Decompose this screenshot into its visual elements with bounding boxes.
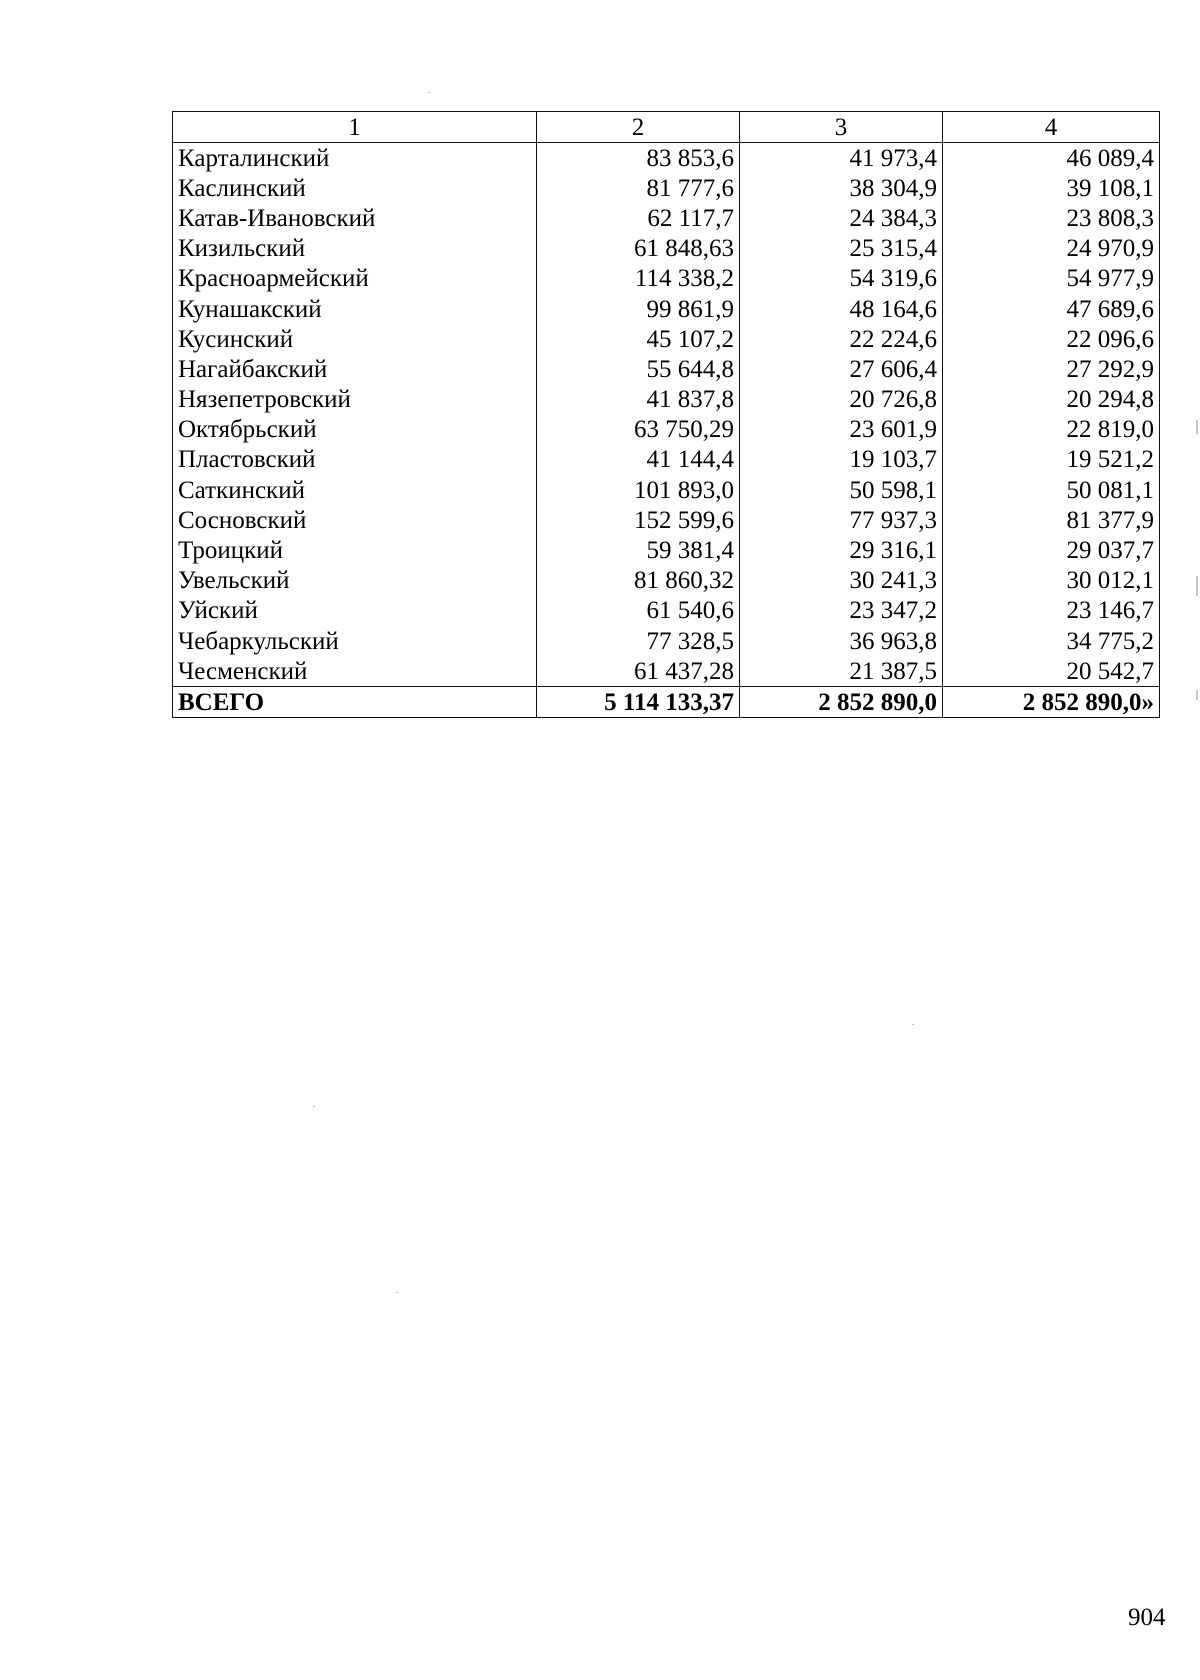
value-cell: 29 037,7 — [943, 535, 1160, 565]
column-header: 3 — [740, 112, 943, 143]
district-name-cell: Каслинский — [173, 173, 537, 203]
scan-speck — [428, 92, 430, 93]
district-name-cell: Карталинский — [173, 143, 537, 174]
value-cell: 23 808,3 — [943, 203, 1160, 233]
value-cell: 30 012,1 — [943, 566, 1160, 596]
scan-edge-mark — [1196, 690, 1198, 700]
column-number-row — [173, 112, 1160, 143]
value-cell: 77 328,5 — [537, 626, 740, 656]
value-cell: 24 970,9 — [943, 234, 1160, 264]
value-cell: 25 315,4 — [740, 234, 943, 264]
scan-speck — [396, 1292, 398, 1293]
value-cell: 22 819,0 — [943, 415, 1160, 445]
table-row — [173, 234, 1160, 264]
total-label: ВСЕГО — [173, 687, 537, 718]
district-name-cell: Увельский — [173, 566, 537, 596]
table-row — [173, 324, 1160, 354]
table-row — [173, 143, 1160, 174]
table-row — [173, 173, 1160, 203]
value-cell: 114 338,2 — [537, 264, 740, 294]
table-row — [173, 415, 1160, 445]
value-cell: 36 963,8 — [740, 626, 943, 656]
value-cell: 27 292,9 — [943, 354, 1160, 384]
value-cell: 45 107,2 — [537, 324, 740, 354]
scan-edge-mark — [1196, 420, 1198, 434]
value-cell: 20 294,8 — [943, 385, 1160, 415]
value-cell: 23 601,9 — [740, 415, 943, 445]
district-name-cell: Пластовский — [173, 445, 537, 475]
table-row — [173, 475, 1160, 505]
district-name-cell: Катав-Ивановский — [173, 203, 537, 233]
value-cell: 99 861,9 — [537, 294, 740, 324]
value-cell: 81 860,32 — [537, 566, 740, 596]
district-name-cell: Саткинский — [173, 475, 537, 505]
table-row — [173, 385, 1160, 415]
scan-edge-mark — [1196, 576, 1198, 596]
value-cell: 39 108,1 — [943, 173, 1160, 203]
value-cell: 61 848,63 — [537, 234, 740, 264]
column-header: 4 — [943, 112, 1160, 143]
value-cell: 22 224,6 — [740, 324, 943, 354]
value-cell: 50 081,1 — [943, 475, 1160, 505]
value-cell: 47 689,6 — [943, 294, 1160, 324]
district-name-cell: Нагайбакский — [173, 354, 537, 384]
district-name-cell: Сосновский — [173, 505, 537, 535]
district-name-cell: Кизильский — [173, 234, 537, 264]
value-cell: 61 540,6 — [537, 596, 740, 626]
value-cell: 19 103,7 — [740, 445, 943, 475]
scan-speck — [912, 1024, 914, 1025]
table-row — [173, 596, 1160, 626]
table-row — [173, 445, 1160, 475]
value-cell: 61 437,28 — [537, 656, 740, 687]
table-row — [173, 294, 1160, 324]
column-header: 2 — [537, 112, 740, 143]
scan-speck — [313, 1106, 315, 1107]
table-row — [173, 566, 1160, 596]
value-cell: 30 241,3 — [740, 566, 943, 596]
value-cell: 34 775,2 — [943, 626, 1160, 656]
district-name-cell: Красноармейский — [173, 264, 537, 294]
table-row — [173, 656, 1160, 687]
total-value: 2 852 890,0 — [740, 687, 943, 718]
table-row — [173, 535, 1160, 565]
value-cell: 50 598,1 — [740, 475, 943, 505]
column-header: 1 — [173, 112, 537, 143]
value-cell: 20 726,8 — [740, 385, 943, 415]
page-number: 904 — [1128, 1604, 1166, 1631]
value-cell: 77 937,3 — [740, 505, 943, 535]
value-cell: 27 606,4 — [740, 354, 943, 384]
total-value: 2 852 890,0» — [943, 687, 1160, 718]
value-cell: 54 977,9 — [943, 264, 1160, 294]
value-cell: 59 381,4 — [537, 535, 740, 565]
total-row — [173, 687, 1160, 718]
table-row — [173, 203, 1160, 233]
value-cell: 83 853,6 — [537, 143, 740, 174]
value-cell: 20 542,7 — [943, 656, 1160, 687]
value-cell: 38 304,9 — [740, 173, 943, 203]
value-cell: 24 384,3 — [740, 203, 943, 233]
district-name-cell: Кусинский — [173, 324, 537, 354]
value-cell: 23 347,2 — [740, 596, 943, 626]
value-cell: 152 599,6 — [537, 505, 740, 535]
value-cell: 81 377,9 — [943, 505, 1160, 535]
value-cell: 101 893,0 — [537, 475, 740, 505]
district-name-cell: Уйский — [173, 596, 537, 626]
table-row — [173, 626, 1160, 656]
district-name-cell: Чесменский — [173, 656, 537, 687]
value-cell: 41 144,4 — [537, 445, 740, 475]
table-row — [173, 354, 1160, 384]
district-name-cell: Кунашакский — [173, 294, 537, 324]
value-cell: 22 096,6 — [943, 324, 1160, 354]
value-cell: 46 089,4 — [943, 143, 1160, 174]
value-cell: 23 146,7 — [943, 596, 1160, 626]
district-name-cell: Октябрьский — [173, 415, 537, 445]
value-cell: 48 164,6 — [740, 294, 943, 324]
table-row — [173, 505, 1160, 535]
value-cell: 62 117,7 — [537, 203, 740, 233]
value-cell: 41 973,4 — [740, 143, 943, 174]
value-cell: 19 521,2 — [943, 445, 1160, 475]
value-cell: 21 387,5 — [740, 656, 943, 687]
total-value: 5 114 133,37 — [537, 687, 740, 718]
district-name-cell: Чебаркульский — [173, 626, 537, 656]
value-cell: 41 837,8 — [537, 385, 740, 415]
district-name-cell: Нязепетровский — [173, 385, 537, 415]
value-cell: 54 319,6 — [740, 264, 943, 294]
value-cell: 29 316,1 — [740, 535, 943, 565]
table-body — [173, 143, 1160, 687]
value-cell: 63 750,29 — [537, 415, 740, 445]
value-cell: 55 644,8 — [537, 354, 740, 384]
district-name-cell: Троицкий — [173, 535, 537, 565]
table-row — [173, 264, 1160, 294]
value-cell: 81 777,6 — [537, 173, 740, 203]
data-table — [172, 111, 1160, 718]
